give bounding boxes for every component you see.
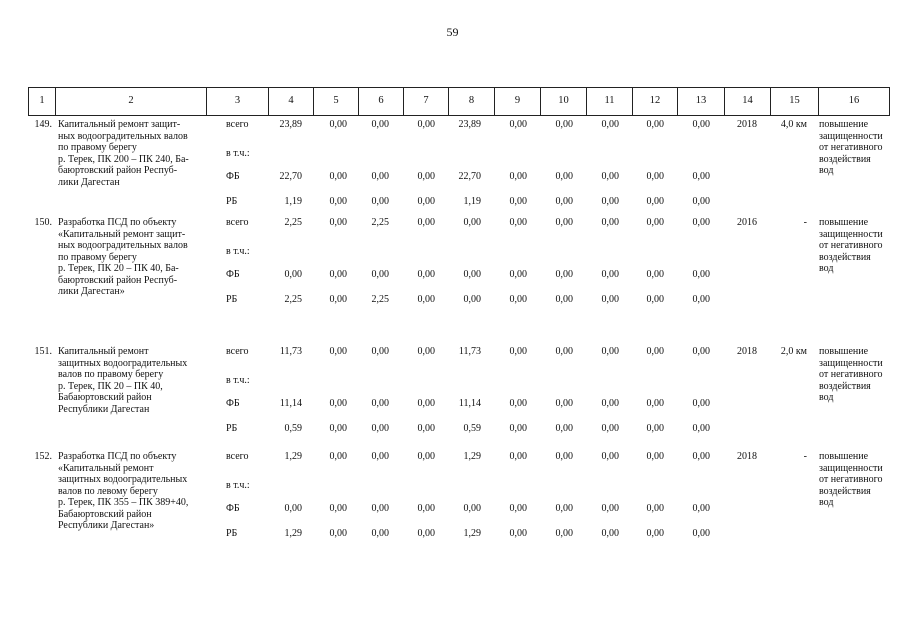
year-cell: 2018	[737, 119, 757, 130]
value-cell: 0,00	[601, 346, 619, 357]
value-cell: 1,19	[463, 196, 481, 207]
value-cell: 0,00	[509, 503, 527, 514]
row-description-line: «Капитальный ремонт защит-	[58, 228, 186, 240]
purpose-line: защищенности	[819, 357, 883, 369]
value-cell: 0,00	[555, 294, 573, 305]
value-cell: 0,00	[509, 269, 527, 280]
row-description-line: ных водооградительных валов	[58, 240, 188, 251]
value-cell: 1,29	[463, 528, 481, 539]
value-cell: 0,00	[417, 196, 435, 207]
row-description-line: валов по левому берегу	[58, 485, 158, 497]
value-cell: 0,00	[646, 217, 664, 228]
value-cell: 0,00	[509, 119, 527, 130]
value-cell: 0,00	[463, 294, 481, 305]
value-cell: 0,00	[646, 119, 664, 130]
value-cell: 1,19	[284, 196, 302, 207]
purpose-line: повышение	[819, 346, 869, 357]
purpose-line: воздействия	[819, 485, 871, 497]
value-cell: 0,00	[555, 398, 573, 409]
value-cell: 0,00	[509, 294, 527, 305]
row-description-line: Разработка ПСД по объекту	[58, 451, 177, 462]
value-cell: 1,29	[284, 528, 302, 539]
row-description-line: Капитальный ремонт	[58, 346, 149, 357]
header-cell-7: 7	[403, 88, 448, 115]
value-cell: 1,29	[284, 451, 302, 462]
row-description-line: Бабаюртовский район	[58, 392, 152, 403]
row-number: 151.	[34, 346, 52, 357]
value-cell: 0,00	[417, 398, 435, 409]
row-description-line: Разработка ПСД по объекту	[58, 217, 177, 228]
funding-label: ФБ	[226, 171, 240, 182]
value-cell: 0,00	[371, 119, 389, 130]
value-cell: 0,00	[371, 398, 389, 409]
value-cell: 0,00	[646, 398, 664, 409]
row-description-line: по правому берегу	[58, 251, 137, 263]
value-cell: 0,00	[371, 503, 389, 514]
value-cell: 0,00	[371, 451, 389, 462]
purpose-line: от негативного	[819, 240, 883, 251]
header-cell-12: 12	[632, 88, 677, 115]
value-cell: 2,25	[284, 294, 302, 305]
value-cell: 0,00	[601, 171, 619, 182]
row-description-line: р. Терек, ПК 355 – ПК 389+40,	[58, 497, 189, 508]
row-number: 149.	[34, 119, 52, 130]
value-cell: 1,29	[463, 451, 481, 462]
row-description-line: Капитальный ремонт защит-	[58, 119, 181, 130]
value-cell: 0,00	[646, 451, 664, 462]
value-cell: 0,00	[509, 346, 527, 357]
value-cell: 0,00	[692, 119, 710, 130]
purpose-line: вод	[819, 392, 834, 403]
value-cell: 2,25	[371, 217, 389, 228]
value-cell: 0,00	[601, 451, 619, 462]
header-cell-15: 15	[770, 88, 818, 115]
header-cell-4: 4	[268, 88, 313, 115]
purpose-line: от негативного	[819, 142, 883, 153]
value-cell: 0,00	[555, 217, 573, 228]
value-cell: 0,00	[329, 119, 347, 130]
row-number: 152.	[34, 451, 52, 462]
value-cell: 0,00	[371, 196, 389, 207]
value-cell: 0,00	[555, 119, 573, 130]
value-cell: 0,00	[601, 196, 619, 207]
value-cell: 0,00	[692, 196, 710, 207]
purpose-line: повышение	[819, 451, 869, 462]
value-cell: 0,00	[417, 423, 435, 434]
value-cell: 0,00	[555, 528, 573, 539]
value-cell: 0,00	[692, 398, 710, 409]
header-cell-9: 9	[494, 88, 540, 115]
value-cell: 0,00	[329, 294, 347, 305]
value-cell: 0,00	[692, 171, 710, 182]
value-cell: 0,00	[601, 503, 619, 514]
value-cell: 11,14	[279, 398, 302, 409]
purpose-line: от негативного	[819, 369, 883, 380]
header-cell-16: 16	[818, 88, 890, 115]
value-cell: 0,00	[555, 196, 573, 207]
value-cell: 0,00	[555, 423, 573, 434]
funding-label: РБ	[226, 528, 238, 539]
value-cell: 0,00	[417, 119, 435, 130]
value-cell: 0,00	[417, 503, 435, 514]
value-cell: 0,00	[692, 346, 710, 357]
value-cell: 0,00	[555, 171, 573, 182]
funding-label: РБ	[226, 423, 238, 434]
purpose-line: вод	[819, 497, 834, 508]
value-cell: 0,00	[692, 294, 710, 305]
page-number: 59	[446, 25, 459, 39]
value-cell: 0,00	[417, 294, 435, 305]
value-cell: 0,00	[692, 528, 710, 539]
length-cell: 4,0 км	[780, 119, 807, 130]
value-cell: 0,00	[692, 503, 710, 514]
row-description-line: ных водооградительных валов	[58, 130, 188, 142]
length-cell: -	[803, 217, 807, 228]
purpose-line: вод	[819, 263, 834, 274]
table-header-row	[28, 87, 890, 116]
value-cell: 0,00	[692, 269, 710, 280]
funding-label: всего	[226, 119, 249, 130]
value-cell: 22,70	[279, 171, 302, 182]
value-cell: 0,00	[646, 528, 664, 539]
value-cell: 0,00	[284, 503, 302, 514]
value-cell: 0,00	[646, 294, 664, 305]
value-cell: 0,00	[371, 528, 389, 539]
row-description-line: баюртовский район Респуб-	[58, 165, 178, 176]
value-cell: 0,00	[555, 346, 573, 357]
funding-label: РБ	[226, 294, 238, 305]
purpose-line: повышение	[819, 119, 869, 130]
value-cell: 0,00	[509, 171, 527, 182]
purpose-line: воздействия	[819, 251, 871, 263]
row-description-line: по правому берегу	[58, 142, 137, 153]
value-cell: 0,00	[371, 423, 389, 434]
value-cell: 0,00	[371, 269, 389, 280]
funding-label: РБ	[226, 196, 238, 207]
value-cell: 0,00	[601, 119, 619, 130]
header-cell-10: 10	[540, 88, 586, 115]
value-cell: 0,00	[509, 217, 527, 228]
year-cell: 2018	[737, 451, 757, 462]
header-cell-3: 3	[206, 88, 268, 115]
row-description-line: валов по правому берегу	[58, 369, 164, 380]
value-cell: 0,00	[463, 503, 481, 514]
value-cell: 0,00	[601, 423, 619, 434]
value-cell: 0,00	[329, 217, 347, 228]
value-cell: 0,00	[646, 196, 664, 207]
value-cell: 0,00	[509, 423, 527, 434]
value-cell: 11,14	[458, 398, 481, 409]
value-cell: 0,59	[463, 423, 481, 434]
funding-label: в т.ч.:	[226, 246, 250, 257]
value-cell: 0,00	[463, 269, 481, 280]
value-cell: 2,25	[284, 217, 302, 228]
header-cell-8: 8	[448, 88, 494, 115]
value-cell: 0,00	[371, 171, 389, 182]
value-cell: 0,00	[509, 451, 527, 462]
purpose-line: от негативного	[819, 474, 883, 485]
value-cell: 0,00	[417, 269, 435, 280]
value-cell: 0,00	[417, 217, 435, 228]
value-cell: 0,00	[646, 503, 664, 514]
purpose-line: повышение	[819, 217, 869, 228]
value-cell: 0,00	[601, 398, 619, 409]
value-cell: 0,00	[601, 528, 619, 539]
row-description-line: р. Терек, ПК 20 – ПК 40,	[58, 380, 163, 392]
value-cell: 0,00	[417, 451, 435, 462]
header-cell-1: 1	[28, 88, 55, 115]
value-cell: 0,00	[692, 423, 710, 434]
header-cell-14: 14	[724, 88, 770, 115]
purpose-line: защищенности	[819, 228, 883, 240]
row-description-line: лики Дагестан»	[58, 286, 125, 297]
header-cell-11: 11	[586, 88, 632, 115]
row-description-line: «Капитальный ремонт	[58, 462, 154, 474]
row-number: 150.	[34, 217, 52, 228]
value-cell: 11,73	[458, 346, 481, 357]
value-cell: 0,00	[417, 346, 435, 357]
length-cell: 2,0 км	[780, 346, 807, 357]
value-cell: 0,00	[329, 528, 347, 539]
header-cell-6: 6	[358, 88, 403, 115]
row-description-line: Республики Дагестан	[58, 403, 150, 415]
funding-label: в т.ч.:	[226, 148, 250, 159]
purpose-line: защищенности	[819, 462, 883, 474]
row-description-line: лики Дагестан	[58, 176, 120, 188]
data-table	[28, 87, 890, 539]
purpose-line: защищенности	[819, 130, 883, 142]
funding-label: ФБ	[226, 503, 240, 514]
header-cell-2: 2	[55, 88, 206, 115]
value-cell: 0,00	[601, 217, 619, 228]
value-cell: 23,89	[458, 119, 481, 130]
value-cell: 0,00	[692, 451, 710, 462]
row-description-line: р. Терек, ПК 20 – ПК 40, Ба-	[58, 263, 179, 274]
value-cell: 2,25	[371, 294, 389, 305]
value-cell: 0,00	[417, 528, 435, 539]
row-description-line: защитных водооградительных	[58, 474, 188, 485]
row-description-line: баюртовский район Респуб-	[58, 274, 178, 286]
value-cell: 0,00	[329, 503, 347, 514]
value-cell: 0,00	[646, 346, 664, 357]
value-cell: 0,00	[284, 269, 302, 280]
length-cell: -	[803, 451, 807, 462]
value-cell: 0,00	[329, 451, 347, 462]
year-cell: 2018	[737, 346, 757, 357]
funding-label: ФБ	[226, 398, 240, 409]
funding-label: в т.ч.:	[226, 480, 250, 491]
value-cell: 0,00	[555, 451, 573, 462]
value-cell: 22,70	[458, 171, 481, 182]
purpose-line: воздействия	[819, 153, 871, 165]
row-description-line: Республики Дагестан»	[58, 520, 155, 531]
value-cell: 0,00	[463, 217, 481, 228]
value-cell: 0,00	[646, 423, 664, 434]
value-cell: 0,00	[646, 171, 664, 182]
value-cell: 0,00	[329, 346, 347, 357]
header-cell-13: 13	[677, 88, 724, 115]
purpose-line: вод	[819, 165, 834, 176]
purpose-line: воздействия	[819, 380, 871, 392]
row-description-line: защитных водооградительных	[58, 357, 188, 369]
value-cell: 0,00	[509, 528, 527, 539]
value-cell: 0,00	[692, 217, 710, 228]
funding-label: всего	[226, 451, 249, 462]
value-cell: 0,00	[509, 196, 527, 207]
value-cell: 0,00	[371, 346, 389, 357]
value-cell: 0,00	[329, 196, 347, 207]
row-description-line: Бабаюртовский район	[58, 508, 152, 520]
funding-label: всего	[226, 217, 249, 228]
value-cell: 0,00	[329, 423, 347, 434]
value-cell: 0,00	[329, 398, 347, 409]
year-cell: 2016	[737, 217, 757, 228]
value-cell: 0,00	[601, 269, 619, 280]
value-cell: 0,59	[284, 423, 302, 434]
value-cell: 0,00	[601, 294, 619, 305]
row-description-line: р. Терек, ПК 200 – ПК 240, Ба-	[58, 153, 189, 165]
value-cell: 0,00	[646, 269, 664, 280]
header-cell-5: 5	[313, 88, 358, 115]
funding-label: всего	[226, 346, 249, 357]
value-cell: 11,73	[279, 346, 302, 357]
funding-label: ФБ	[226, 269, 240, 280]
funding-label: в т.ч.:	[226, 375, 250, 386]
value-cell: 0,00	[555, 503, 573, 514]
value-cell: 0,00	[417, 171, 435, 182]
value-cell: 0,00	[555, 269, 573, 280]
value-cell: 0,00	[329, 171, 347, 182]
value-cell: 0,00	[329, 269, 347, 280]
value-cell: 23,89	[279, 119, 302, 130]
value-cell: 0,00	[509, 398, 527, 409]
